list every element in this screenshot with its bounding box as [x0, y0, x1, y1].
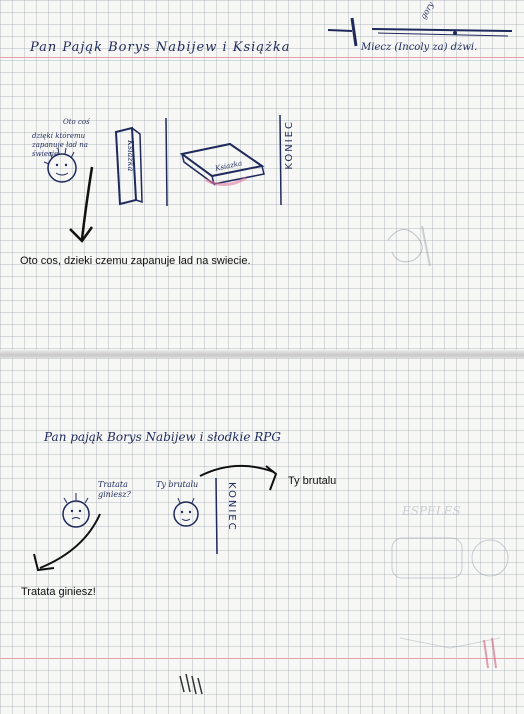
speech-right: Ty brutalu: [156, 480, 199, 489]
end-mark-bottom: KONIEC: [226, 482, 237, 532]
book-cover-label: Ksiazka: [214, 159, 243, 173]
book-spine-label: Ksiazka: [126, 140, 135, 172]
annotation-prefix: Oto coś: [63, 118, 90, 126]
hatch-marks: [176, 670, 206, 700]
annotation-text: dzięki któremu zapanuje ład na świecie: [32, 132, 88, 158]
speech-left: Tratata giniesz?: [98, 480, 131, 499]
caption-top: Oto cos, dzieki czemu zapanuje lad na swiecie.: [20, 255, 251, 267]
page-title-bottom: Pan pająk Borys Nabijew i słodkie RPG: [44, 430, 281, 444]
end-mark-top: KONIEC: [284, 120, 295, 170]
arrow-right-icon: [196, 462, 296, 502]
notebook-page-top: [0, 0, 524, 352]
sword-label: Miecz (Incoly za) dżwi.: [361, 42, 478, 53]
faint-sketch: [378, 210, 448, 270]
caption-tratata: Tratata giniesz!: [21, 586, 96, 598]
arrow-down-icon: [64, 165, 104, 255]
faint-text: ESPELES: [402, 504, 461, 518]
faint-sketch-bottom: [380, 528, 520, 668]
notebook-page-bottom: [0, 358, 524, 714]
caption-ty-brutalu: Ty brutalu: [288, 475, 337, 487]
arrow-left-down-icon: [24, 510, 114, 590]
sword-inscription: gory: [418, 0, 436, 21]
panel-divider: [162, 118, 172, 208]
page-title-top: Pan Pająk Borys Nabijew i Książka: [30, 40, 291, 55]
